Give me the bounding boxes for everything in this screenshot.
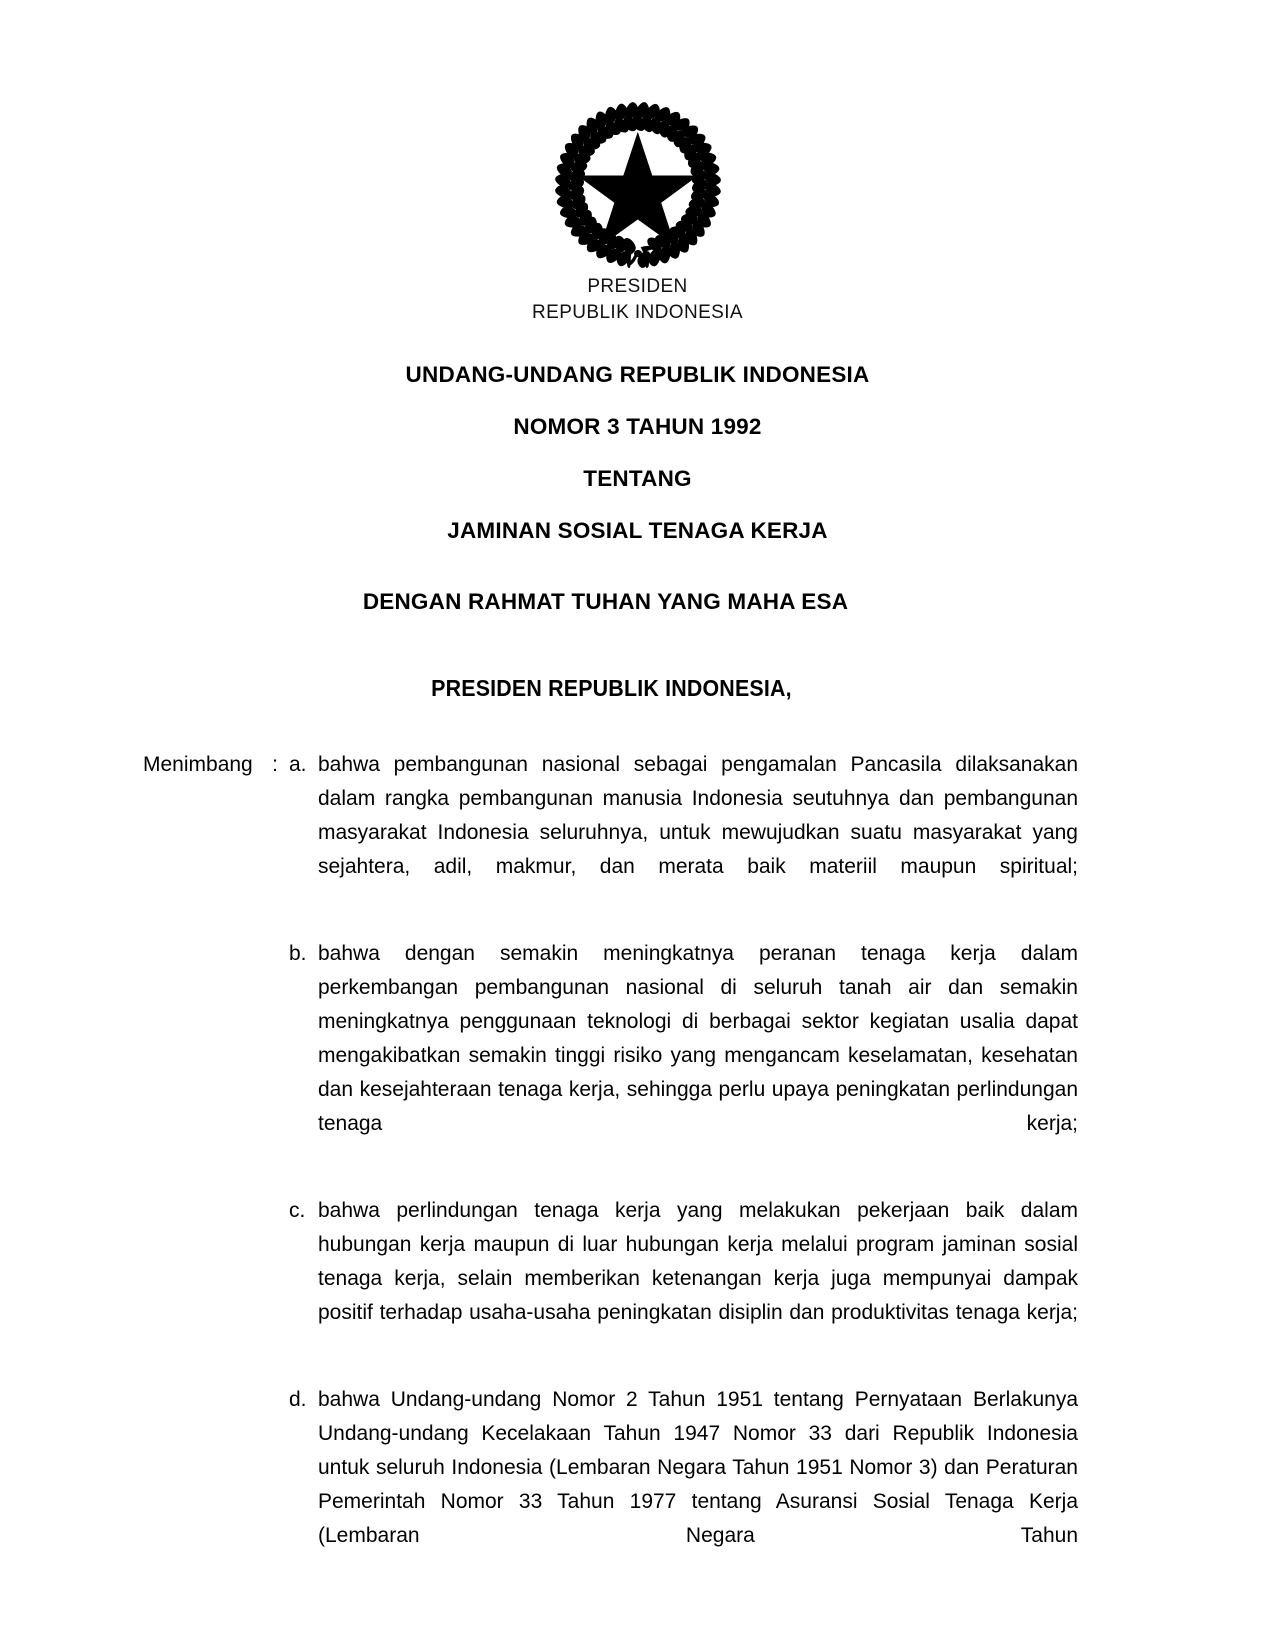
- divine-mandate-text: DENGAN RAHMAT TUHAN YANG MAHA ESA: [362, 589, 849, 614]
- issuing-authority-text: PRESIDEN REPUBLIK INDONESIA,: [431, 675, 792, 701]
- issuing-authority-line: [45, 675, 1231, 702]
- emblem-caption-line-2: REPUBLIK INDONESIA: [532, 302, 743, 323]
- list-item: [289, 937, 1078, 1175]
- list-item: [289, 748, 1078, 918]
- list-item-text: bahwa Undang-undang Nomor 2 Tahun 1951 tentang Pernyataan Berlakunya Undang-undang Kecelakaan Tahun 1947 Nomor 33 dari Republik Indonesia untuk seluruh Indonesia (Lembaran Negara Tahun 1951 Nomor 3) dan Peraturan Pemerintah Nomor 33 Tahun 1977 tentang Asuransi Sosial Tenaga Kerja (Lembaran Negara Tahun: [318, 1388, 1078, 1547]
- considering-items: [289, 748, 1078, 1587]
- list-item-marker: b.: [289, 942, 307, 965]
- considering-section: [143, 748, 1078, 1587]
- emblem-caption: [0, 274, 1275, 326]
- considering-label: Menimbang: [143, 753, 253, 776]
- title-law-type: UNDANG-UNDANG REPUBLIK INDONESIA: [405, 362, 870, 387]
- title-about-label: TENTANG: [583, 466, 692, 491]
- title-number-year: NOMOR 3 TAHUN 1992: [513, 414, 762, 439]
- title-subject: JAMINAN SOSIAL TENAGA KERJA: [447, 518, 828, 543]
- list-item: [289, 1194, 1078, 1364]
- divine-mandate-line: [0, 589, 1275, 615]
- list-item-text: bahwa pembangunan nasional sebagai pengamalan Pancasila dilaksanakan dalam rangka pembangunan manusia Indonesia seutuhnya dan pembangunan masyarakat Indonesia seluruhnya, untuk mewujudkan suatu masyarakat yang sejahtera, adil, makmur, dan merata baik materiil maupun spiritual;: [318, 753, 1078, 878]
- emblem-caption-line-1: PRESIDEN: [587, 276, 688, 297]
- list-item-marker: a.: [289, 753, 307, 776]
- emblem-container: [0, 96, 1275, 279]
- list-item-marker: d.: [289, 1388, 307, 1411]
- list-item-marker: c.: [289, 1199, 306, 1222]
- list-item-text: bahwa dengan semakin meningkatnya peranan tenaga kerja dalam perkembangan pembangunan nasional di seluruh tanah air dan semakin meningkatnya penggunaan teknologi di berbagai sektor kegiatan usalia dapat mengakibatkan semakin tinggi risiko yang mengancam keselamatan, kesehatan dan kesejahteraan tenaga kerja, sehingga perlu upaya peningkatan perlindungan tenaga kerja;: [318, 942, 1078, 1135]
- document-title-block: [0, 362, 1275, 544]
- considering-row: [143, 748, 1078, 1587]
- list-item: [289, 1383, 1078, 1587]
- indonesian-presidential-emblem-icon: [547, 96, 729, 274]
- considering-colon: :: [272, 753, 278, 776]
- list-item-text: bahwa perlindungan tenaga kerja yang melakukan pekerjaan baik dalam hubungan kerja maupun di luar hubungan kerja melalui program jaminan sosial tenaga kerja, selain memberikan ketenangan kerja juga mempunyai dampak positif terhadap usaha-usaha peningkatan disiplin dan produktivitas tenaga kerja;: [318, 1199, 1078, 1324]
